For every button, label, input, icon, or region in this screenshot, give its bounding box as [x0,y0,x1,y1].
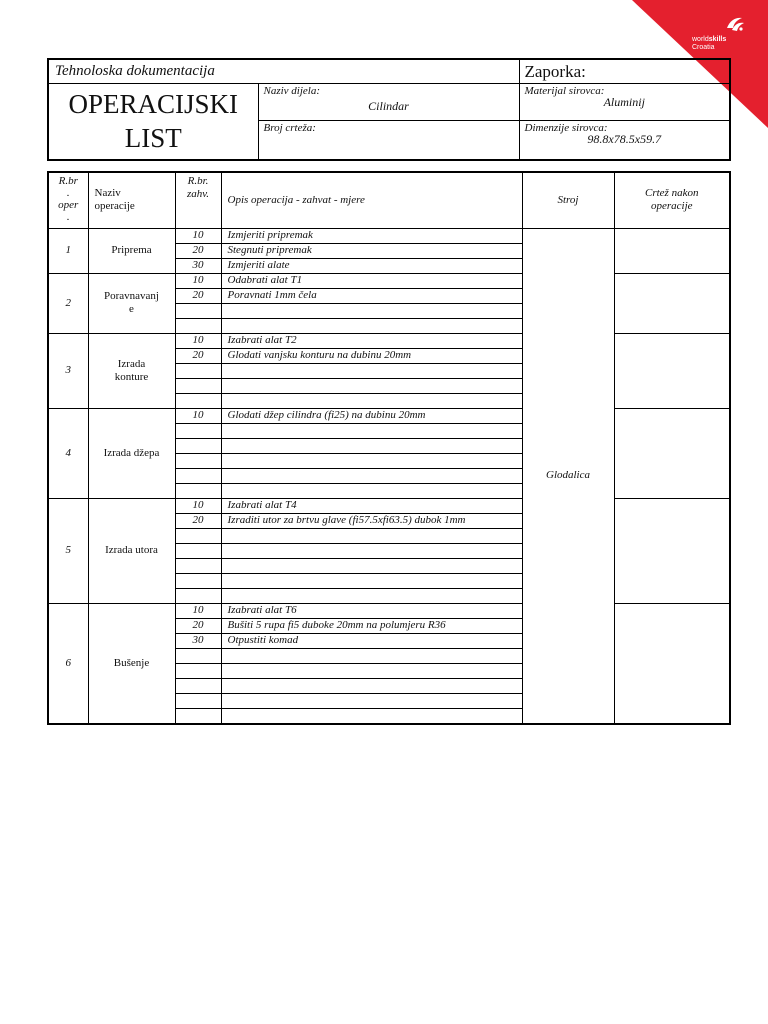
step-number: 10 [175,273,221,288]
step-description [221,663,522,678]
big-title: OPERACIJSKI LIST [48,84,258,160]
step-number: 20 [175,348,221,363]
step-description: Glodati džep cilindra (fi25) na dubinu 20mm [221,408,522,423]
dimensions-value: 98.8x78.5x59.7 [587,132,662,146]
step-number: 10 [175,408,221,423]
step-description: Izmjeriti alate [221,258,522,273]
step-description [221,648,522,663]
op-name: Bušenje [88,603,175,724]
drawing-number-cell [258,121,519,160]
step-description: Izabrati alat T6 [221,603,522,618]
step-number: 30 [175,258,221,273]
table-row [48,228,730,243]
op-number: 5 [48,498,88,603]
col-header-description: Opis operacija - zahvat - mjere [221,172,522,228]
step-description: Izraditi utor za brtvu glave (fi57.5xfi63.5) dubok 1mm [221,513,522,528]
step-description: Otpustiti komad [221,633,522,648]
col-header-step-number: R.br. zahv. [175,172,221,228]
dimensions-label: Dimenzije sirovca: [524,122,608,134]
step-description: Glodati vanjsku konturu na dubinu 20mm [221,348,522,363]
step-number [175,528,221,543]
step-description [221,678,522,693]
step-description [221,363,522,378]
step-description: Bušiti 5 rupa fi5 duboke 20mm na polumjeru R36 [221,618,522,633]
step-number [175,558,221,573]
step-number: 20 [175,513,221,528]
step-description [221,318,522,333]
step-number [175,708,221,724]
operations-body [48,228,730,724]
step-number [175,573,221,588]
drawing-number-label: Broj crteža: [263,122,316,134]
step-description [221,468,522,483]
step-number [175,363,221,378]
material-cell [519,84,730,121]
op-number: 2 [48,273,88,333]
op-name: Izrada džepa [88,408,175,498]
worldskills-logo [692,18,750,52]
drawing-after-cell [614,228,730,273]
step-description: Izabrati alat T4 [221,498,522,513]
step-number: 10 [175,228,221,243]
step-number [175,648,221,663]
step-description: Izmjeriti pripremak [221,228,522,243]
table-row [48,603,730,618]
step-description: Stegnuti pripremak [221,243,522,258]
step-number [175,393,221,408]
drawing-after-cell [614,498,730,603]
step-description: Izabrati alat T2 [221,333,522,348]
step-number [175,423,221,438]
step-number [175,438,221,453]
op-name: Poravnavanj e [88,273,175,333]
logo-country: Croatia [692,44,715,51]
op-number: 6 [48,603,88,724]
step-number [175,543,221,558]
col-header-machine: Stroj [522,172,614,228]
dimensions-cell [519,121,730,160]
op-name: Izrada konture [88,333,175,408]
step-description [221,453,522,468]
op-name: Izrada utora [88,498,175,603]
step-number [175,588,221,603]
step-description [221,708,522,724]
step-number: 10 [175,603,221,618]
drawing-after-cell [614,603,730,724]
step-description: Poravnati 1mm čela [221,288,522,303]
step-number [175,663,221,678]
step-number: 30 [175,633,221,648]
op-number: 4 [48,408,88,498]
step-number: 20 [175,243,221,258]
step-number [175,318,221,333]
op-name: Priprema [88,228,175,273]
step-number: 10 [175,333,221,348]
step-description [221,483,522,498]
step-number [175,468,221,483]
op-number: 3 [48,333,88,408]
operations-table [47,171,731,725]
step-number [175,453,221,468]
col-header-op-number: R.br . oper . [48,172,88,228]
step-description [221,393,522,408]
header-table [47,58,731,161]
drawing-after-cell [614,408,730,498]
table-row [48,333,730,348]
step-number [175,303,221,318]
part-name-label: Naziv dijela: [263,85,321,97]
document-title: Tehnoloska dokumentacija [48,59,519,84]
part-name-cell [258,84,519,121]
col-header-drawing-after: Crtež nakon operacije [614,172,730,228]
step-description [221,528,522,543]
step-description [221,693,522,708]
logo-brand: worldskills [692,36,727,43]
step-number: 20 [175,618,221,633]
material-value: Aluminij [603,95,645,109]
worldskills-hand-icon [724,14,746,34]
step-description [221,303,522,318]
step-description [221,558,522,573]
step-description [221,378,522,393]
step-number [175,678,221,693]
table-row [48,498,730,513]
drawing-after-cell [614,273,730,333]
step-description [221,543,522,558]
step-number: 20 [175,288,221,303]
material-label: Materijal sirovca: [524,85,605,97]
part-name-value: Cilindar [368,99,409,113]
step-description [221,423,522,438]
step-description [221,438,522,453]
table-row [48,408,730,423]
drawing-after-cell [614,333,730,408]
col-header-op-name: Naziv operacije [88,172,175,228]
op-number: 1 [48,228,88,273]
step-description: Odabrati alat T1 [221,273,522,288]
step-number [175,483,221,498]
step-number [175,378,221,393]
table-row [48,273,730,288]
step-number: 10 [175,498,221,513]
zaporka-label: Zaporka: [519,59,730,84]
step-description [221,573,522,588]
step-number [175,693,221,708]
step-description [221,588,522,603]
machine-cell: Glodalica [522,228,614,724]
